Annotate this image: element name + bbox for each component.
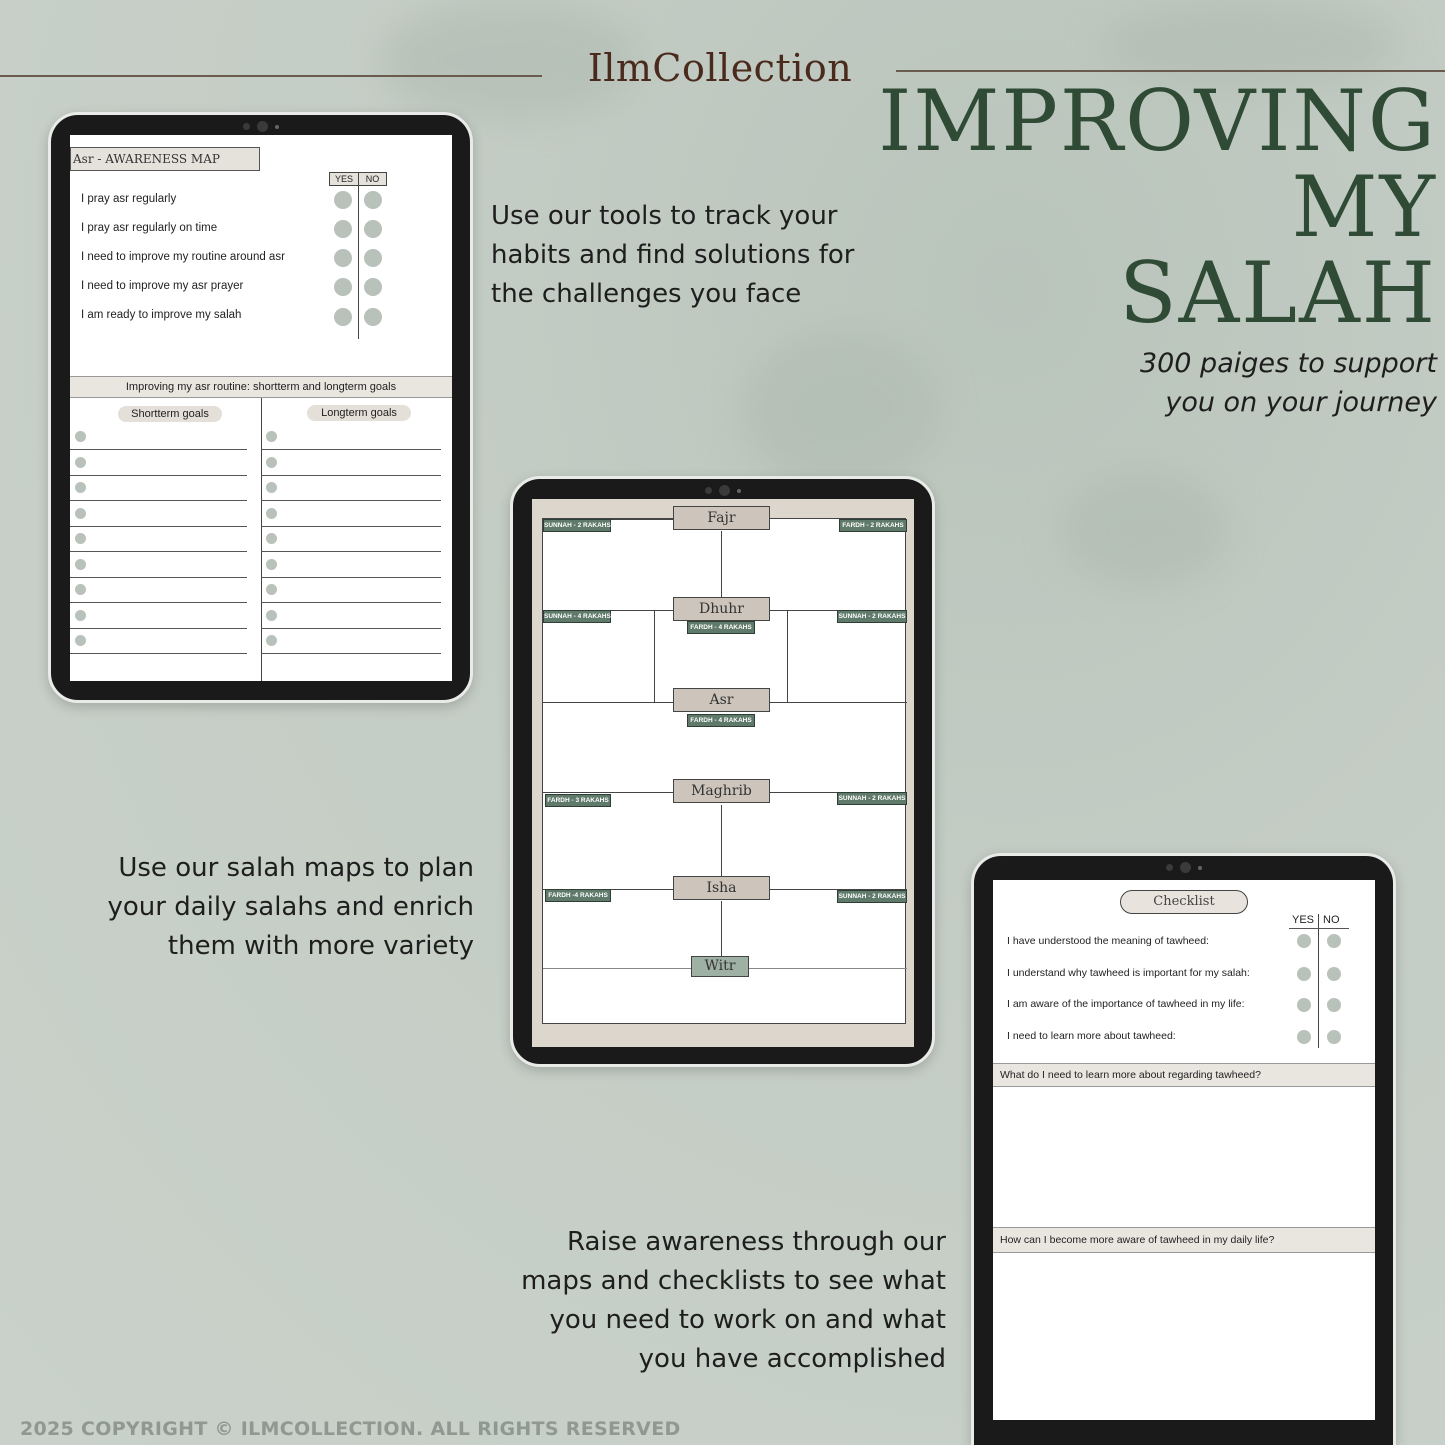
yes-no-underline	[1289, 928, 1349, 929]
tag-isha-left: FARDH -4 RAKAHS	[545, 889, 611, 902]
camera-icon	[243, 121, 279, 132]
goals-divider	[261, 398, 262, 681]
hero-title	[878, 72, 1437, 342]
shortterm-goal-line[interactable]	[70, 602, 247, 603]
tag-asr-mid: FARDH - 4 RAKAHS	[687, 714, 755, 727]
checklist-screen	[993, 880, 1375, 1420]
page-title: Asr - AWARENESS MAP	[70, 147, 260, 171]
tag-maghrib-left: FARDH - 3 RAKAHS	[545, 794, 611, 807]
question-row: I pray asr regularly on time	[81, 222, 218, 234]
answer-area-become-aware[interactable]	[993, 1253, 1375, 1413]
goals-band: Improving my asr routine: shortterm and longterm goals	[70, 376, 452, 398]
yes-radio[interactable]	[334, 278, 352, 296]
question-row: I need to improve my routine around asr	[81, 251, 285, 263]
no-radio[interactable]	[1327, 934, 1341, 948]
question-row: I understand why tawheed is important for my salah:	[1007, 967, 1250, 979]
yes-radio[interactable]	[334, 191, 352, 209]
longterm-goal-bullet[interactable]	[266, 610, 277, 621]
shortterm-goal-line[interactable]	[70, 628, 247, 629]
longterm-goal-bullet[interactable]	[266, 533, 277, 544]
tablet-salah-map	[510, 476, 935, 1067]
tag-dhuhr-mid: FARDH - 4 RAKAHS	[687, 621, 755, 634]
yes-radio[interactable]	[334, 249, 352, 267]
yes-no-divider	[358, 186, 359, 339]
yes-no-header: YES NO	[329, 172, 387, 186]
shortterm-goal-bullet[interactable]	[75, 482, 86, 493]
blurb-tools: Use our tools to track your habits and find solutions for the challenges you face	[491, 201, 855, 309]
prayer-asr[interactable]: Asr	[673, 688, 770, 712]
yes-radio[interactable]	[1297, 967, 1311, 981]
no-radio[interactable]	[1327, 998, 1341, 1012]
camera-icon	[1166, 862, 1202, 873]
copyright-notice: 2025 COPYRIGHT © ILMCOLLECTION. ALL RIGHTS RESERVED	[20, 1418, 681, 1440]
tag-isha-right: SUNNAH - 2 RAKAHS	[837, 890, 907, 903]
hero-line: IMPROVING	[878, 72, 1437, 170]
answer-area-learn-more[interactable]	[993, 1087, 1375, 1227]
shortterm-goal-bullet[interactable]	[75, 431, 86, 442]
no-radio[interactable]	[1327, 1030, 1341, 1044]
tag-dhuhr-right: SUNNAH - 2 RAKAHS	[837, 610, 907, 623]
no-radio[interactable]	[364, 191, 382, 209]
yes-no-divider	[1318, 914, 1319, 1048]
shortterm-goal-line[interactable]	[70, 475, 247, 476]
prompt-become-aware: How can I become more aware of tawheed in my daily life?	[993, 1227, 1375, 1253]
shortterm-goal-bullet[interactable]	[75, 533, 86, 544]
longterm-goal-line[interactable]	[261, 449, 441, 450]
prompt-learn-more: What do I need to learn more about regarding tawheed?	[993, 1063, 1375, 1087]
shortterm-goal-bullet[interactable]	[75, 559, 86, 570]
prayer-isha[interactable]: Isha	[673, 876, 770, 900]
blurb-awareness: Raise awareness through our maps and checklists to see what you need to work on and what you have accomplished	[521, 1227, 946, 1374]
background-shadow	[1060, 470, 1230, 590]
shortterm-goal-line[interactable]	[70, 577, 247, 578]
no-radio[interactable]	[1327, 967, 1341, 981]
longterm-goal-line[interactable]	[261, 500, 441, 501]
no-label: NO	[1323, 914, 1340, 926]
longterm-goal-line[interactable]	[261, 475, 441, 476]
shortterm-goal-bullet[interactable]	[75, 635, 86, 646]
shortterm-goal-bullet[interactable]	[75, 610, 86, 621]
longterm-goal-bullet[interactable]	[266, 559, 277, 570]
no-radio[interactable]	[364, 308, 382, 326]
shortterm-goal-line[interactable]	[70, 500, 247, 501]
shortterm-goal-line[interactable]	[70, 551, 247, 552]
longterm-goal-line[interactable]	[261, 628, 441, 629]
salah-map-screen	[532, 499, 914, 1047]
longterm-goal-line[interactable]	[261, 653, 441, 654]
shortterm-goal-bullet[interactable]	[75, 508, 86, 519]
longterm-goal-line[interactable]	[261, 577, 441, 578]
longterm-goal-bullet[interactable]	[266, 508, 277, 519]
no-radio[interactable]	[364, 220, 382, 238]
no-radio[interactable]	[364, 249, 382, 267]
longterm-goal-bullet[interactable]	[266, 431, 277, 442]
tag-fajr-right: FARDH - 2 RAKAHS	[839, 519, 907, 532]
tablet-checklist	[971, 853, 1396, 1445]
shortterm-goal-bullet[interactable]	[75, 584, 86, 595]
yes-radio[interactable]	[334, 220, 352, 238]
longterm-goals-label: Longterm goals	[307, 405, 411, 421]
longterm-goal-bullet[interactable]	[266, 635, 277, 646]
yes-radio[interactable]	[334, 308, 352, 326]
hero-line: MY	[1291, 158, 1437, 256]
brand-logo: IlmCollection	[587, 46, 853, 90]
question-row: I pray asr regularly	[81, 193, 177, 205]
prayer-dhuhr[interactable]: Dhuhr	[673, 597, 770, 621]
shortterm-goal-line[interactable]	[70, 449, 247, 450]
yes-label: YES	[1292, 914, 1315, 926]
tag-maghrib-right: SUNNAH - 2 RAKAHS	[837, 792, 907, 805]
header-rule-left	[0, 75, 542, 77]
tag-dhuhr-left: SUNNAH - 4 RAKAHS	[543, 610, 611, 623]
longterm-goal-bullet[interactable]	[266, 457, 277, 468]
question-row: I have understood the meaning of tawheed:	[1007, 935, 1209, 947]
yes-radio[interactable]	[1297, 1030, 1311, 1044]
camera-icon	[705, 485, 741, 496]
shortterm-goal-line[interactable]	[70, 526, 247, 527]
salah-map-grid	[542, 510, 906, 1024]
checklist-title: Checklist	[1120, 890, 1248, 914]
question-row: I am aware of the importance of tawheed in my life:	[1007, 998, 1245, 1010]
longterm-goal-bullet[interactable]	[266, 584, 277, 595]
yes-radio[interactable]	[1297, 998, 1311, 1012]
tablet-awareness-map	[48, 112, 473, 703]
background-shadow	[740, 330, 940, 490]
tag-fajr-left: SUNNAH - 2 RAKAHS	[543, 519, 611, 532]
question-row: I need to learn more about tawheed:	[1007, 1030, 1176, 1042]
hero-line: SALAH	[1119, 244, 1437, 342]
longterm-goal-line[interactable]	[261, 526, 441, 527]
no-radio[interactable]	[364, 278, 382, 296]
question-row: I am ready to improve my salah	[81, 309, 242, 321]
longterm-goal-line[interactable]	[261, 551, 441, 552]
awareness-map-screen	[70, 135, 452, 681]
prayer-witr[interactable]: Witr	[691, 956, 749, 977]
shortterm-goals-label: Shortterm goals	[118, 406, 222, 422]
shortterm-goal-bullet[interactable]	[75, 457, 86, 468]
hero-subtitle: 300 paiges to support you on your journey	[1139, 348, 1437, 418]
longterm-goal-bullet[interactable]	[266, 482, 277, 493]
prayer-maghrib[interactable]: Maghrib	[673, 779, 770, 803]
prayer-fajr[interactable]: Fajr	[673, 506, 770, 530]
shortterm-goal-line[interactable]	[70, 653, 247, 654]
question-row: I need to improve my asr prayer	[81, 280, 244, 292]
blurb-maps: Use our salah maps to plan your daily salahs and enrich them with more variety	[107, 853, 474, 961]
yes-radio[interactable]	[1297, 934, 1311, 948]
longterm-goal-line[interactable]	[261, 602, 441, 603]
